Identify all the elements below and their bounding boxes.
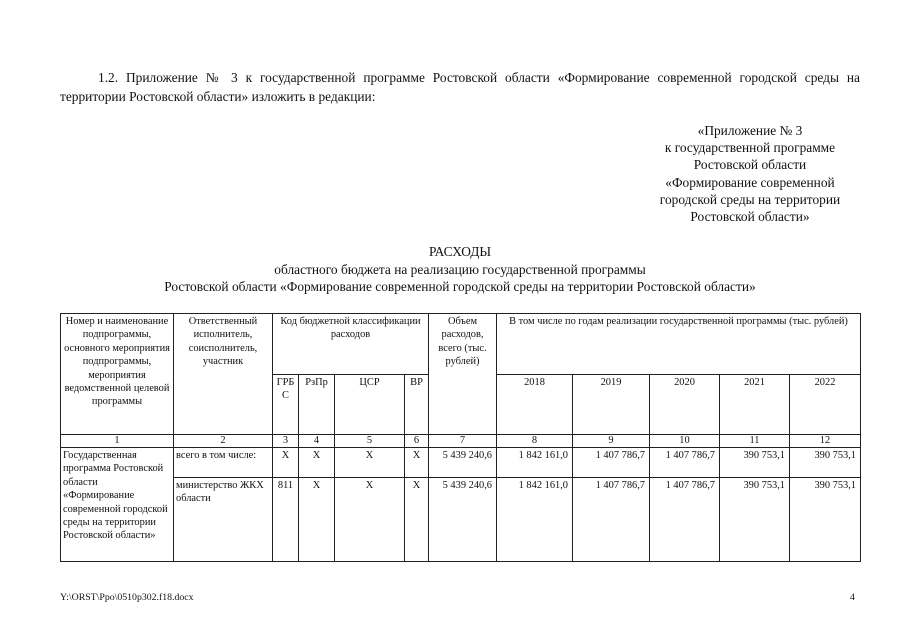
heading-subtitle: областного бюджета на реализацию государственной программы bbox=[274, 261, 646, 277]
program-name-cell: Государственная программа Ростовской области «Формирование современной городской среды на территории Ростовской области» bbox=[61, 448, 174, 562]
heading-title: РАСХОДЫ bbox=[428, 244, 492, 259]
year-2018-cell: 1 842 161,0 bbox=[497, 478, 573, 562]
column-number: 12 bbox=[790, 435, 861, 448]
rzpr-cell: X bbox=[299, 448, 335, 478]
year-2021-cell: 390 753,1 bbox=[720, 448, 790, 478]
responsible-cell: всего в том числе: bbox=[174, 448, 273, 478]
year-2019-cell: 1 407 786,7 bbox=[573, 478, 650, 562]
year-2020-cell: 1 407 786,7 bbox=[650, 478, 720, 562]
vr-cell: X bbox=[405, 478, 429, 562]
column-number: 4 bbox=[299, 435, 335, 448]
vr-cell: X bbox=[405, 448, 429, 478]
rzpr-cell: X bbox=[299, 478, 335, 562]
header-name: Номер и наименование подпрограммы, основного мероприятия подпрограммы, мероприятия ведомственной целевой программы bbox=[61, 314, 174, 435]
header-rzpr: РзПр bbox=[299, 374, 335, 435]
header-year: 2020 bbox=[650, 374, 720, 435]
appendix-line: к государственной программе bbox=[664, 140, 836, 156]
column-number: 8 bbox=[497, 435, 573, 448]
header-year: 2022 bbox=[790, 374, 861, 435]
csr-cell: X bbox=[335, 478, 405, 562]
column-number: 6 bbox=[405, 435, 429, 448]
appendix-line: «Приложение № 3 bbox=[697, 123, 803, 138]
appendix-line: городской среды на территории bbox=[659, 191, 841, 207]
table-header-row bbox=[61, 314, 861, 375]
appendix-line: Ростовской области» bbox=[690, 209, 810, 225]
column-number: 2 bbox=[174, 435, 273, 448]
header-vr: ВР bbox=[405, 374, 429, 435]
total-cell: 5 439 240,6 bbox=[429, 478, 497, 562]
header-years-group: В том числе по годам реализации государственной программы (тыс. рублей) bbox=[497, 314, 861, 375]
csr-cell: X bbox=[335, 448, 405, 478]
header-grbs: ГРБС bbox=[273, 374, 299, 435]
document-heading bbox=[60, 243, 860, 296]
budget-table bbox=[60, 313, 861, 562]
grbs-cell: 811 bbox=[273, 478, 299, 562]
footer-file-path: Y:\ORST\Ppo\0510p302.f18.docx bbox=[60, 592, 194, 603]
header-volume: Объем расходов, всего (тыс. рублей) bbox=[429, 314, 497, 435]
appendix-line: «Формирование современной bbox=[665, 174, 835, 190]
column-number: 9 bbox=[573, 435, 650, 448]
year-2020-cell: 1 407 786,7 bbox=[650, 448, 720, 478]
column-number: 3 bbox=[273, 435, 299, 448]
appendix-line: Ростовской области bbox=[693, 157, 807, 173]
column-number: 10 bbox=[650, 435, 720, 448]
year-2022-cell: 390 753,1 bbox=[790, 478, 861, 562]
page-number: 4 bbox=[850, 592, 855, 603]
heading-subtitle-2: Ростовской области «Формирование современной городской среды на территории Ростовской области» bbox=[164, 279, 756, 294]
year-2022-cell: 390 753,1 bbox=[790, 448, 861, 478]
year-2021-cell: 390 753,1 bbox=[720, 478, 790, 562]
header-year: 2021 bbox=[720, 374, 790, 435]
column-number: 5 bbox=[335, 435, 405, 448]
grbs-cell: X bbox=[273, 448, 299, 478]
header-responsible: Ответственный исполнитель, соисполнитель, участник bbox=[174, 314, 273, 435]
column-number-row bbox=[61, 435, 861, 448]
header-code-group: Код бюджетной классификации расходов bbox=[273, 314, 429, 375]
responsible-cell: министерство ЖКХ области bbox=[174, 478, 273, 562]
table-row bbox=[61, 478, 861, 562]
intro-paragraph: 1.2. Приложение № 3 к государственной программе Ростовской области «Формирование современной городской среды на территории Ростовской области» изложить в редакции: bbox=[60, 70, 860, 104]
year-2018-cell: 1 842 161,0 bbox=[497, 448, 573, 478]
table-row bbox=[61, 448, 861, 478]
column-number: 1 bbox=[61, 435, 174, 448]
column-number: 11 bbox=[720, 435, 790, 448]
year-2019-cell: 1 407 786,7 bbox=[573, 448, 650, 478]
header-csr: ЦСР bbox=[335, 374, 405, 435]
header-year: 2018 bbox=[497, 374, 573, 435]
header-year: 2019 bbox=[573, 374, 650, 435]
column-number: 7 bbox=[429, 435, 497, 448]
appendix-reference bbox=[610, 122, 890, 225]
total-cell: 5 439 240,6 bbox=[429, 448, 497, 478]
